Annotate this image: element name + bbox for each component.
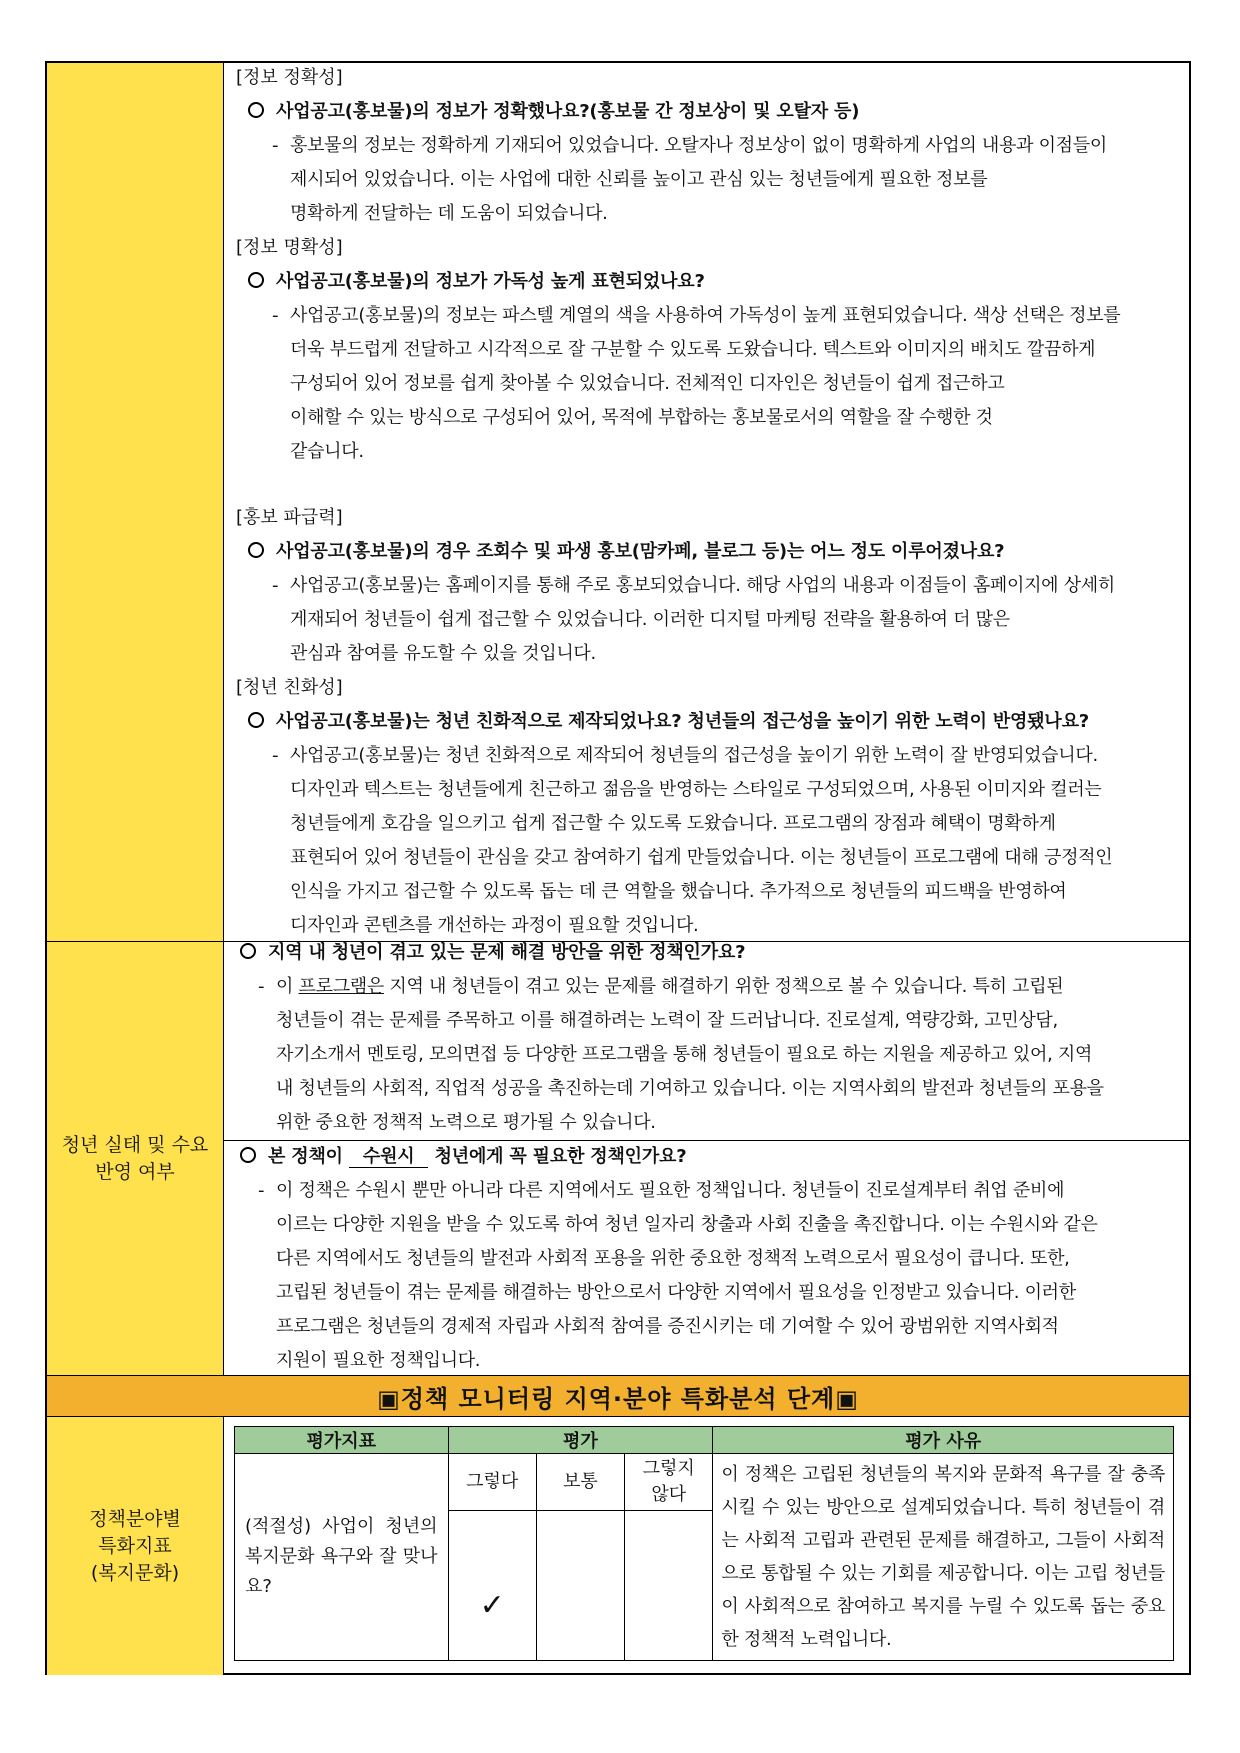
answer-line: 청년들이 겪는 문제를 주목하고 이를 해결하려는 노력이 잘 드러납니다. 진로설계, 역량강화, 고민상담, (276, 1010, 1058, 1031)
section3-label-cell (47, 1417, 224, 1675)
circle-bullet-icon (248, 542, 264, 558)
option-no: 그렇지 않다 (625, 1454, 713, 1511)
checkmark-icon: ✓ (448, 1511, 536, 1661)
answer-line: 관심과 참여를 유도할 수 있을 것입니다. (290, 643, 596, 664)
answer-line: 내 청년들의 사회적, 직업적 성공을 촉진하는데 기여하고 있습니다. 이는 지역사회의 발전과 청년들의 포용을 (276, 1078, 1104, 1099)
answer-line: 청년들에게 호감을 일으키고 쉽게 접근할 수 있도록 도왔습니다. 프로그램의 장점과 혜택이 명확하게 (290, 813, 1056, 834)
answer-line: 이해할 수 있는 방식으로 구성되어 있어, 목적에 부합하는 홍보물로서의 역할을 잘 수행한 것 (290, 407, 993, 428)
question-promo-reach: 사업공고(홍보물)의 경우 조회수 및 파생 홍보(맘카페, 블로그 등)는 어느 정도 이루어졌나요? (276, 541, 1005, 562)
underlined-word: 프로그램은 (298, 976, 384, 997)
block-local-necessity: 본 정책이 수원시 청년에게 꼭 필요한 정책인가요? - 이 정책은 수원시 뿐만 아니라 다른 지역에서도 필요한 정책입니다. 청년들이 진로설계부터 취업 준비에 이르는 다양한 지원을 받을 수 있도록 하여 청년 일자리 창출과 사회 진출을 촉진합니다. 이는 수원시와 같은 다른 지역에서도 청년들의 발전과 사회적 포용을 위한 중요한 정책적 노력으로서 필요성이 큽니다. 또한, 고립된 청년들이 겪는 문제를 해결하는 방안으로서 다양한 지역에서 필요성을 인정받고 있습니다. 이러한 프로그램은 청년들의 경제적 자립과 사회적 참여를 증진시키는 데 기여할 수 있어 광범위한 지역사회적 지원이 필요한 정책입니다. (226, 1140, 1181, 1378)
circle-bullet-icon (248, 712, 264, 728)
section3-label-line3: (복지문화) (90, 1561, 180, 1584)
answer-line: 인식을 가지고 접근할 수 있도록 돕는 데 큰 역할을 했습니다. 추가적으로 청년들의 피드백을 반영하여 (290, 881, 1067, 902)
heading-info-clarity: [정보 명확성] (236, 237, 343, 258)
answer-line: 더욱 부드럽게 전달하고 시각적으로 잘 구분할 수 있도록 도왔습니다. 텍스트와 이미지의 배치도 깔끔하게 (290, 339, 1096, 360)
answer-line: 표현되어 있어 청년들이 관심을 갖고 참여하기 쉽게 만들었습니다. 이는 청년들이 프로그램에 대해 긍정적인 (290, 847, 1113, 868)
question-info-accuracy: 사업공고(홍보물)의 정보가 정확했나요?(홍보물 간 정보상이 및 오탈자 등) (276, 101, 860, 122)
block-info-accuracy: [정보 정확성] 사업공고(홍보물)의 정보가 정확했나요?(홍보물 간 정보상이 및 오탈자 등) - 홍보물의 정보는 정확하게 기재되어 있었습니다. 오탈자나 정보상이 없이 명확하게 사업의 내용과 이점들이 제시되어 있었습니다. 이는 사업에 대한 신뢰를 높이고 관심 있는 청년들에게 필요한 정보를 명확하게 전달하는 데 도움이 되었습니다. (234, 61, 1181, 231)
answer-line: 다른 지역에서도 청년들의 발전과 사회적 포용을 위한 중요한 정책적 노력으로서 필요성이 큽니다. 또한, (276, 1248, 1070, 1269)
answer-line: 같습니다. (290, 441, 364, 462)
answer-line: 디자인과 텍스트는 청년들에게 친근하고 젊음을 반영하는 스타일로 구성되었으며, 사용된 이미지와 컬러는 (290, 779, 1102, 800)
evaluation-table (234, 1426, 1174, 1661)
option-yes: 그렇다 (448, 1454, 536, 1511)
answer-line: 위한 중요한 정책적 노력으로 평가될 수 있습니다. (276, 1112, 656, 1133)
empty-no-cell (625, 1511, 713, 1661)
answer-line: 게재되어 청년들이 쉽게 접근할 수 있었습니다. 이러한 디지털 마케팅 전략을 활용하여 더 많은 (290, 609, 1010, 630)
question-youth-friendly: 사업공고(홍보물)는 청년 친화적으로 제작되었나요? 청년들의 접근성을 높이기 위한 노력이 반영됐나요? (276, 711, 1090, 732)
question-info-clarity: 사업공고(홍보물)의 정보가 가독성 높게 표현되었나요? (276, 271, 705, 292)
block-youth-friendly: [청년 친화성] 사업공고(홍보물)는 청년 친화적으로 제작되었나요? 청년들의 접근성을 높이기 위한 노력이 반영됐나요? - 사업공고(홍보물)는 청년 친화적으로 제작되어 청년들의 접근성을 높이기 위한 노력이 잘 반영되었습니다. 디자인과 텍스트는 청년들에게 친근하고 젊음을 반영하는 스타일로 구성되었으며, 사용된 이미지와 컬러는 청년들에게 호감을 일으키고 쉽게 접근할 수 있도록 도왔습니다. 프로그램의 장점과 혜택이 명확하게 표현되어 있어 청년들이 관심을 갖고 참여하기 쉽게 만들었습니다. 이는 청년들이 프로그램에 대해 긍정적인 인식을 가지고 접근할 수 있도록 돕는 데 큰 역할을 했습니다. 추가적으로 청년들의 피드백을 반영하여 디자인과 콘텐츠를 개선하는 과정이 필요할 것입니다. (234, 671, 1181, 943)
answer-line: 명확하게 전달하는 데 도움이 되었습니다. (290, 203, 608, 224)
section3-label-line1: 정책분야별 (89, 1507, 181, 1530)
section1-content-cell (224, 63, 1189, 941)
answer-line: 이 정책은 수원시 뿐만 아니라 다른 지역에서도 필요한 정책입니다. 청년들이 진로설계부터 취업 준비에 (276, 1180, 1065, 1201)
header-indicator: 평가지표 (235, 1427, 449, 1454)
reason-cell: 이 정책은 고립된 청년들의 복지와 문화적 욕구를 잘 충족시킬 수 있는 방안으로 설계되었습니다. 특히 청년들이 겪는 사회적 고립과 관련된 문제를 해결하고, 그들이 사회적으로 통합될 수 있는 기회를 제공합니다. 이는 고립 청년들이 사회적으로 참여하고 복지를 누릴 수 있도록 돕는 중요한 정책적 노력입니다. (713, 1454, 1174, 1661)
section2-label-line2: 반영 여부 (95, 1160, 175, 1183)
circle-bullet-icon (240, 1147, 256, 1163)
answer-line: 자기소개서 멘토링, 모의면접 등 다양한 프로그램을 통해 청년들이 필요로 하는 지원을 제공하고 있어, 지역 (276, 1044, 1093, 1065)
question-regional-problem: 지역 내 청년이 겪고 있는 문제 해결 방안을 위한 정책인가요? (268, 942, 746, 963)
region-blank: 수원시 (349, 1146, 429, 1168)
answer-line: 사업공고(홍보물)는 홈페이지를 통해 주로 홍보되었습니다. 해당 사업의 내용과 이점들이 홈페이지에 상세히 (290, 575, 1115, 596)
evaluation-sheet (45, 61, 1191, 1675)
section-banner: ▣정책 모니터링 지역·분야 특화분석 단계▣ (47, 1375, 1189, 1417)
answer-line: 고립된 청년들이 겪는 문제를 해결하는 방안으로서 다양한 지역에서 필요성을 인정받고 있습니다. 이러한 (276, 1282, 1076, 1303)
block-promo-reach: [홍보 파급력] 사업공고(홍보물)의 경우 조회수 및 파생 홍보(맘카페, 블로그 등)는 어느 정도 이루어졌나요? - 사업공고(홍보물)는 홈페이지를 통해 주로 홍보되었습니다. 해당 사업의 내용과 이점들이 홈페이지에 상세히 게재되어 청년들이 쉽게 접근할 수 있었습니다. 이러한 디지털 마케팅 전략을 활용하여 더 많은 관심과 참여를 유도할 수 있을 것입니다. (234, 501, 1181, 671)
answer-line: 이르는 다양한 지원을 받을 수 있도록 하여 청년 일자리 창출과 사회 진출을 촉진합니다. 이는 수원시와 같은 (276, 1214, 1098, 1235)
block-regional-problem: 지역 내 청년이 겪고 있는 문제 해결 방안을 위한 정책인가요? - 이 프로그램은 지역 내 청년들이 겪고 있는 문제를 해결하기 위한 정책으로 볼 수 있습니다. 특히 고립된 청년들이 겪는 문제를 주목하고 이를 해결하려는 노력이 잘 드러납니다. 진로설계, 역량강화, 고민상담, 자기소개서 멘토링, 모의면접 등 다양한 프로그램을 통해 청년들이 필요로 하는 지원을 제공하고 있어, 지역 내 청년들의 사회적, 직업적 성공을 촉진하는데 기여하고 있습니다. 이는 지역사회의 발전과 청년들의 포용을 위한 중요한 정책적 노력으로 평가될 수 있습니다. (226, 936, 1181, 1140)
section2-label-line1: 청년 실태 및 수요 (61, 1133, 209, 1156)
circle-bullet-icon (248, 272, 264, 288)
block-info-clarity: [정보 명확성] 사업공고(홍보물)의 정보가 가독성 높게 표현되었나요? - 사업공고(홍보물)의 정보는 파스텔 계열의 색을 사용하여 가독성이 높게 표현되었습니다. 색상 선택은 정보를 더욱 부드럽게 전달하고 시각적으로 잘 구분할 수 있도록 도왔습니다. 텍스트와 이미지의 배치도 깔끔하게 구성되어 있어 정보를 쉽게 찾아볼 수 있었습니다. 전체적인 디자인은 청년들이 쉽게 접근하고 이해할 수 있는 방식으로 구성되어 있어, 목적에 부합하는 홍보물로서의 역할을 잘 수행한 것 같습니다. (234, 231, 1181, 469)
answer-line: 홍보물의 정보는 정확하게 기재되어 있었습니다. 오탈자나 정보상이 없이 명확하게 사업의 내용과 이점들이 (290, 135, 1107, 156)
section2-content-cell (224, 942, 1189, 1375)
heading-info-accuracy: [정보 정확성] (236, 67, 343, 88)
heading-youth-friendly: [청년 친화성] (236, 677, 343, 698)
option-normal: 보통 (536, 1454, 624, 1511)
answer-line: 디자인과 콘텐츠를 개선하는 과정이 필요할 것입니다. (290, 915, 699, 936)
empty-normal-cell (536, 1511, 624, 1661)
criterion-cell: (적절성) 사업이 청년의 복지문화 욕구와 잘 맞나요? (235, 1454, 449, 1661)
answer-line: 지원이 필요한 정책입니다. (276, 1350, 481, 1371)
answer-line: 사업공고(홍보물)의 정보는 파스텔 계열의 색을 사용하여 가독성이 높게 표현되었습니다. 색상 선택은 정보를 (290, 305, 1121, 326)
header-evaluation: 평가 (448, 1427, 713, 1454)
answer-line: 프로그램은 청년들의 경제적 자립과 사회적 참여를 증진시키는 데 기여할 수 있어 광범위한 지역사회적 (276, 1316, 1059, 1337)
heading-promo-reach: [홍보 파급력] (236, 507, 343, 528)
section1-label-cell (47, 63, 224, 941)
section2-label-cell (47, 942, 224, 1375)
answer-line: 제시되어 있었습니다. 이는 사업에 대한 신뢰를 높이고 관심 있는 청년들에게 필요한 정보를 (290, 169, 988, 190)
answer-line: 구성되어 있어 정보를 쉽게 찾아볼 수 있었습니다. 전체적인 디자인은 청년들이 쉽게 접근하고 (290, 373, 1005, 394)
section3-label-line2: 특화지표 (98, 1534, 172, 1557)
header-reason: 평가 사유 (713, 1427, 1174, 1454)
answer-line: 사업공고(홍보물)는 청년 친화적으로 제작되어 청년들의 접근성을 높이기 위한 노력이 잘 반영되었습니다. (290, 745, 1098, 766)
circle-bullet-icon (240, 943, 256, 959)
circle-bullet-icon (248, 102, 264, 118)
